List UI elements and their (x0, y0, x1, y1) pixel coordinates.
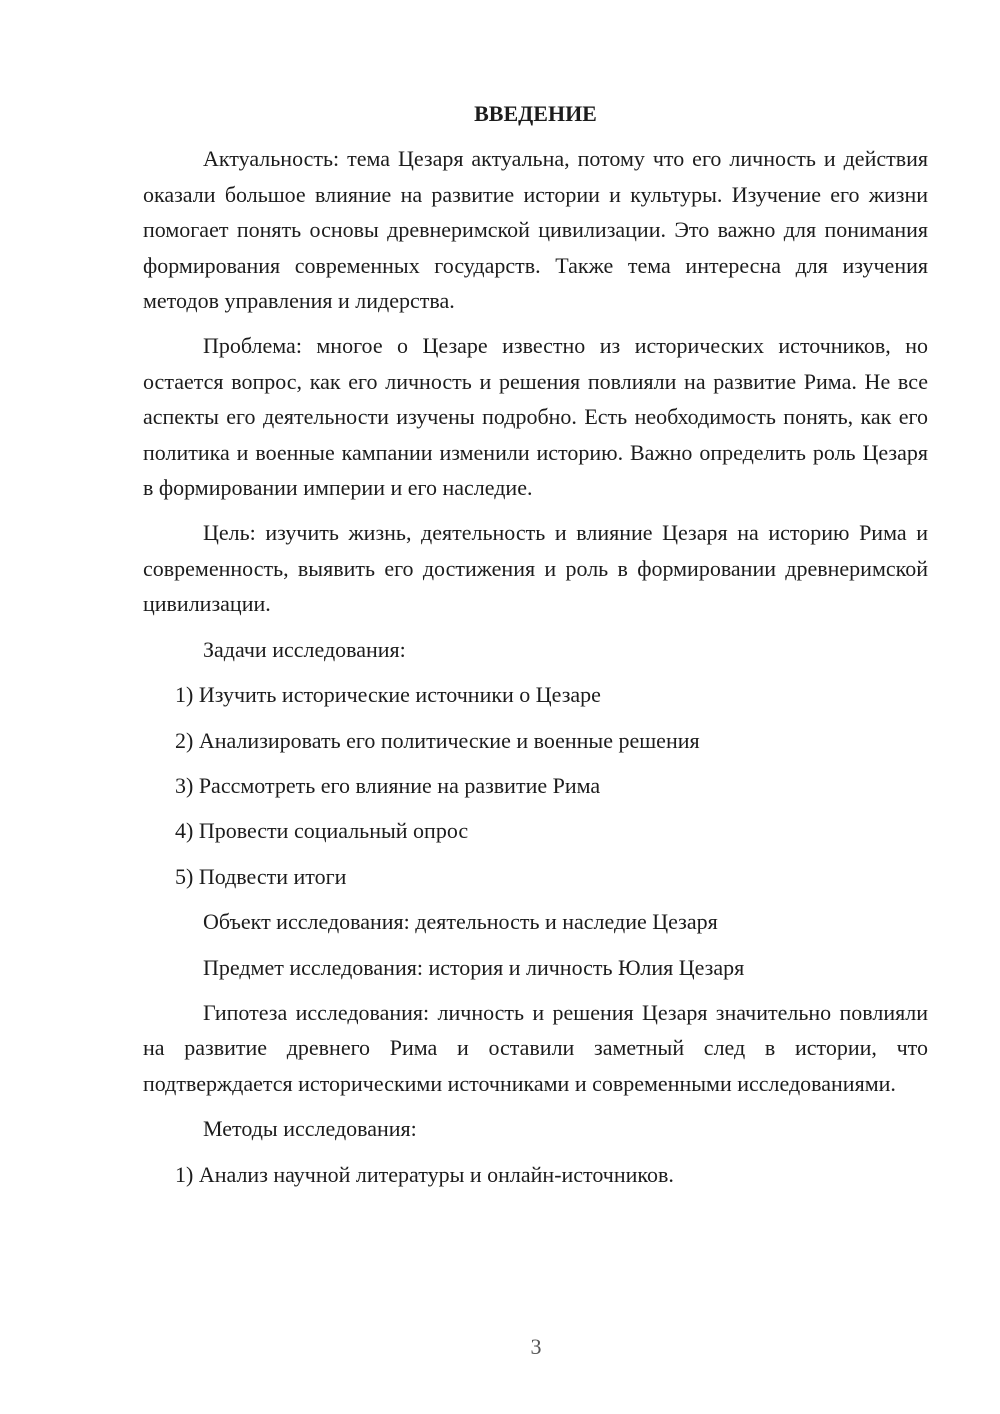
section-title: ВВЕДЕНИЕ (474, 101, 597, 126)
subject-paragraph: Предмет исследования: история и личность Юлия Цезаря (203, 954, 745, 980)
relevance-paragraph: Актуальность: тема Цезаря актуальна, потому что его личность и действия оказали большое влияние на развитие истории и культуры. Изучение его жизни помогает понять основы древнеримской цивилизации. Это важно для понимания формирования современных государств. Также тема интересна для изучения методов управления и лидерства. (143, 146, 928, 314)
goal-paragraph: Цель: изучить жизнь, деятельность и влияние Цезаря на историю Рима и современность, выявить его достижения и роль в формировании древнеримской цивилизации. (143, 520, 928, 617)
list-item: 2) Анализировать его политические и военные решения (175, 727, 700, 753)
page-number: 3 (530, 1334, 542, 1359)
tasks-heading: Задачи исследования: (203, 636, 406, 662)
list-item: 4) Провести социальный опрос (175, 818, 469, 844)
methods-heading: Методы исследования: (203, 1116, 417, 1142)
problem-paragraph: Проблема: многое о Цезаре известно из исторических источников, но остается вопрос, как его личность и решения повлияли на развитие Рима. Не все аспекты его деятельности изучены подробно. Есть необходимость понять, как его политика и военные кампании изменили историю. Важно определить роль Цезаря в формировании империи и его наследие. (143, 333, 928, 501)
list-item: 1) Изучить исторические источники о Цезаре (175, 682, 601, 708)
document-page (143, 96, 928, 1202)
list-item: 1) Анализ научной литературы и онлайн-источников. (175, 1161, 674, 1187)
tasks-list (143, 677, 928, 894)
object-paragraph: Объект исследования: деятельность и наследие Цезаря (203, 909, 718, 935)
list-item: 5) Подвести итоги (175, 863, 347, 889)
list-item: 3) Рассмотреть его влияние на развитие Рима (175, 772, 601, 798)
hypothesis-paragraph: Гипотеза исследования: личность и решения Цезаря значительно повлияли на развитие древнего Рима и оставили заметный след в истории, что подтверждается историческими источниками и современными исследованиями. (143, 999, 928, 1096)
methods-list (143, 1157, 928, 1192)
